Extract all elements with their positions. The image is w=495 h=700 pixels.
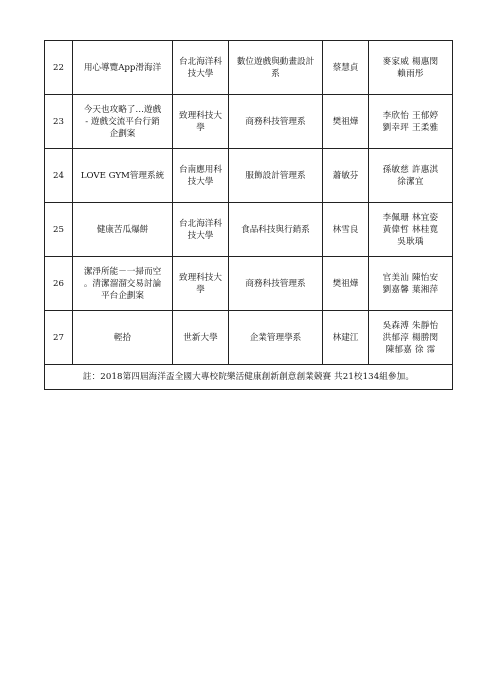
- advisor-name: 蕭敏芬: [323, 149, 369, 203]
- department-name: 商務科技管理系: [229, 95, 323, 149]
- results-table-body: [45, 41, 453, 390]
- team-members: 官美汕 陳怡安 劉嘉馨 葉湘萍: [369, 257, 453, 311]
- school-name: 台南應用科 技大學: [173, 149, 229, 203]
- advisor-name: 林建江: [323, 311, 369, 365]
- school-name: 致理科技大 學: [173, 257, 229, 311]
- team-members: 吳森溥 朱靜怡 洪郁淳 楊勝閔 陳郁嘉 徐 霈: [369, 311, 453, 365]
- school-name: 台北海洋科 技大學: [173, 203, 229, 257]
- project-title: 健康苦瓜爆餅: [73, 203, 173, 257]
- advisor-name: 樊祖燁: [323, 257, 369, 311]
- school-name: 台北海洋科 技大學: [173, 41, 229, 95]
- entry-number: 27: [45, 311, 73, 365]
- advisor-name: 樊祖燁: [323, 95, 369, 149]
- table-row: [45, 149, 453, 203]
- team-members: 孫敏慈 許惠淇 徐潔宜: [369, 149, 453, 203]
- competition-results-table: [44, 40, 453, 390]
- entry-number: 26: [45, 257, 73, 311]
- table-row: [45, 257, 453, 311]
- department-name: 商務科技管理系: [229, 257, 323, 311]
- project-title: 用心導覽App滑海洋: [73, 41, 173, 95]
- advisor-name: 蔡慧貞: [323, 41, 369, 95]
- entry-number: 24: [45, 149, 73, 203]
- school-name: 世新大學: [173, 311, 229, 365]
- project-title: 輕拾: [73, 311, 173, 365]
- advisor-name: 林雪良: [323, 203, 369, 257]
- table-row: [45, 41, 453, 95]
- table-row: [45, 203, 453, 257]
- project-title: 今天也攻略了…遊戲 - 遊戲交流平台行銷 企劃案: [73, 95, 173, 149]
- department-name: 企業管理學系: [229, 311, 323, 365]
- entry-number: 22: [45, 41, 73, 95]
- table-row: [45, 311, 453, 365]
- table-note-row: [45, 365, 453, 390]
- project-title: LOVE GYM管理系統: [73, 149, 173, 203]
- department-name: 服飾設計管理系: [229, 149, 323, 203]
- department-name: 數位遊戲與動畫設計 系: [229, 41, 323, 95]
- entry-number: 23: [45, 95, 73, 149]
- department-name: 食品科技與行銷系: [229, 203, 323, 257]
- table-row: [45, 95, 453, 149]
- team-members: 李欣怡 王郁婷 劉幸玶 王柔雅: [369, 95, 453, 149]
- team-members: 麥家威 楊惠閔 賴雨彤: [369, 41, 453, 95]
- table-footnote: 註：2018第四屆海洋盃全國大專校院樂活健康創新創意創業競賽 共21校134組參加。: [45, 365, 453, 390]
- entry-number: 25: [45, 203, 73, 257]
- project-title: 潔淨所能－一掃而空 。清潔溜溜交易討論 平台企劃案: [73, 257, 173, 311]
- school-name: 致理科技大 學: [173, 95, 229, 149]
- team-members: 李佩珊 林宜姿 黃偉哲 林桂寬 吳耿瑀: [369, 203, 453, 257]
